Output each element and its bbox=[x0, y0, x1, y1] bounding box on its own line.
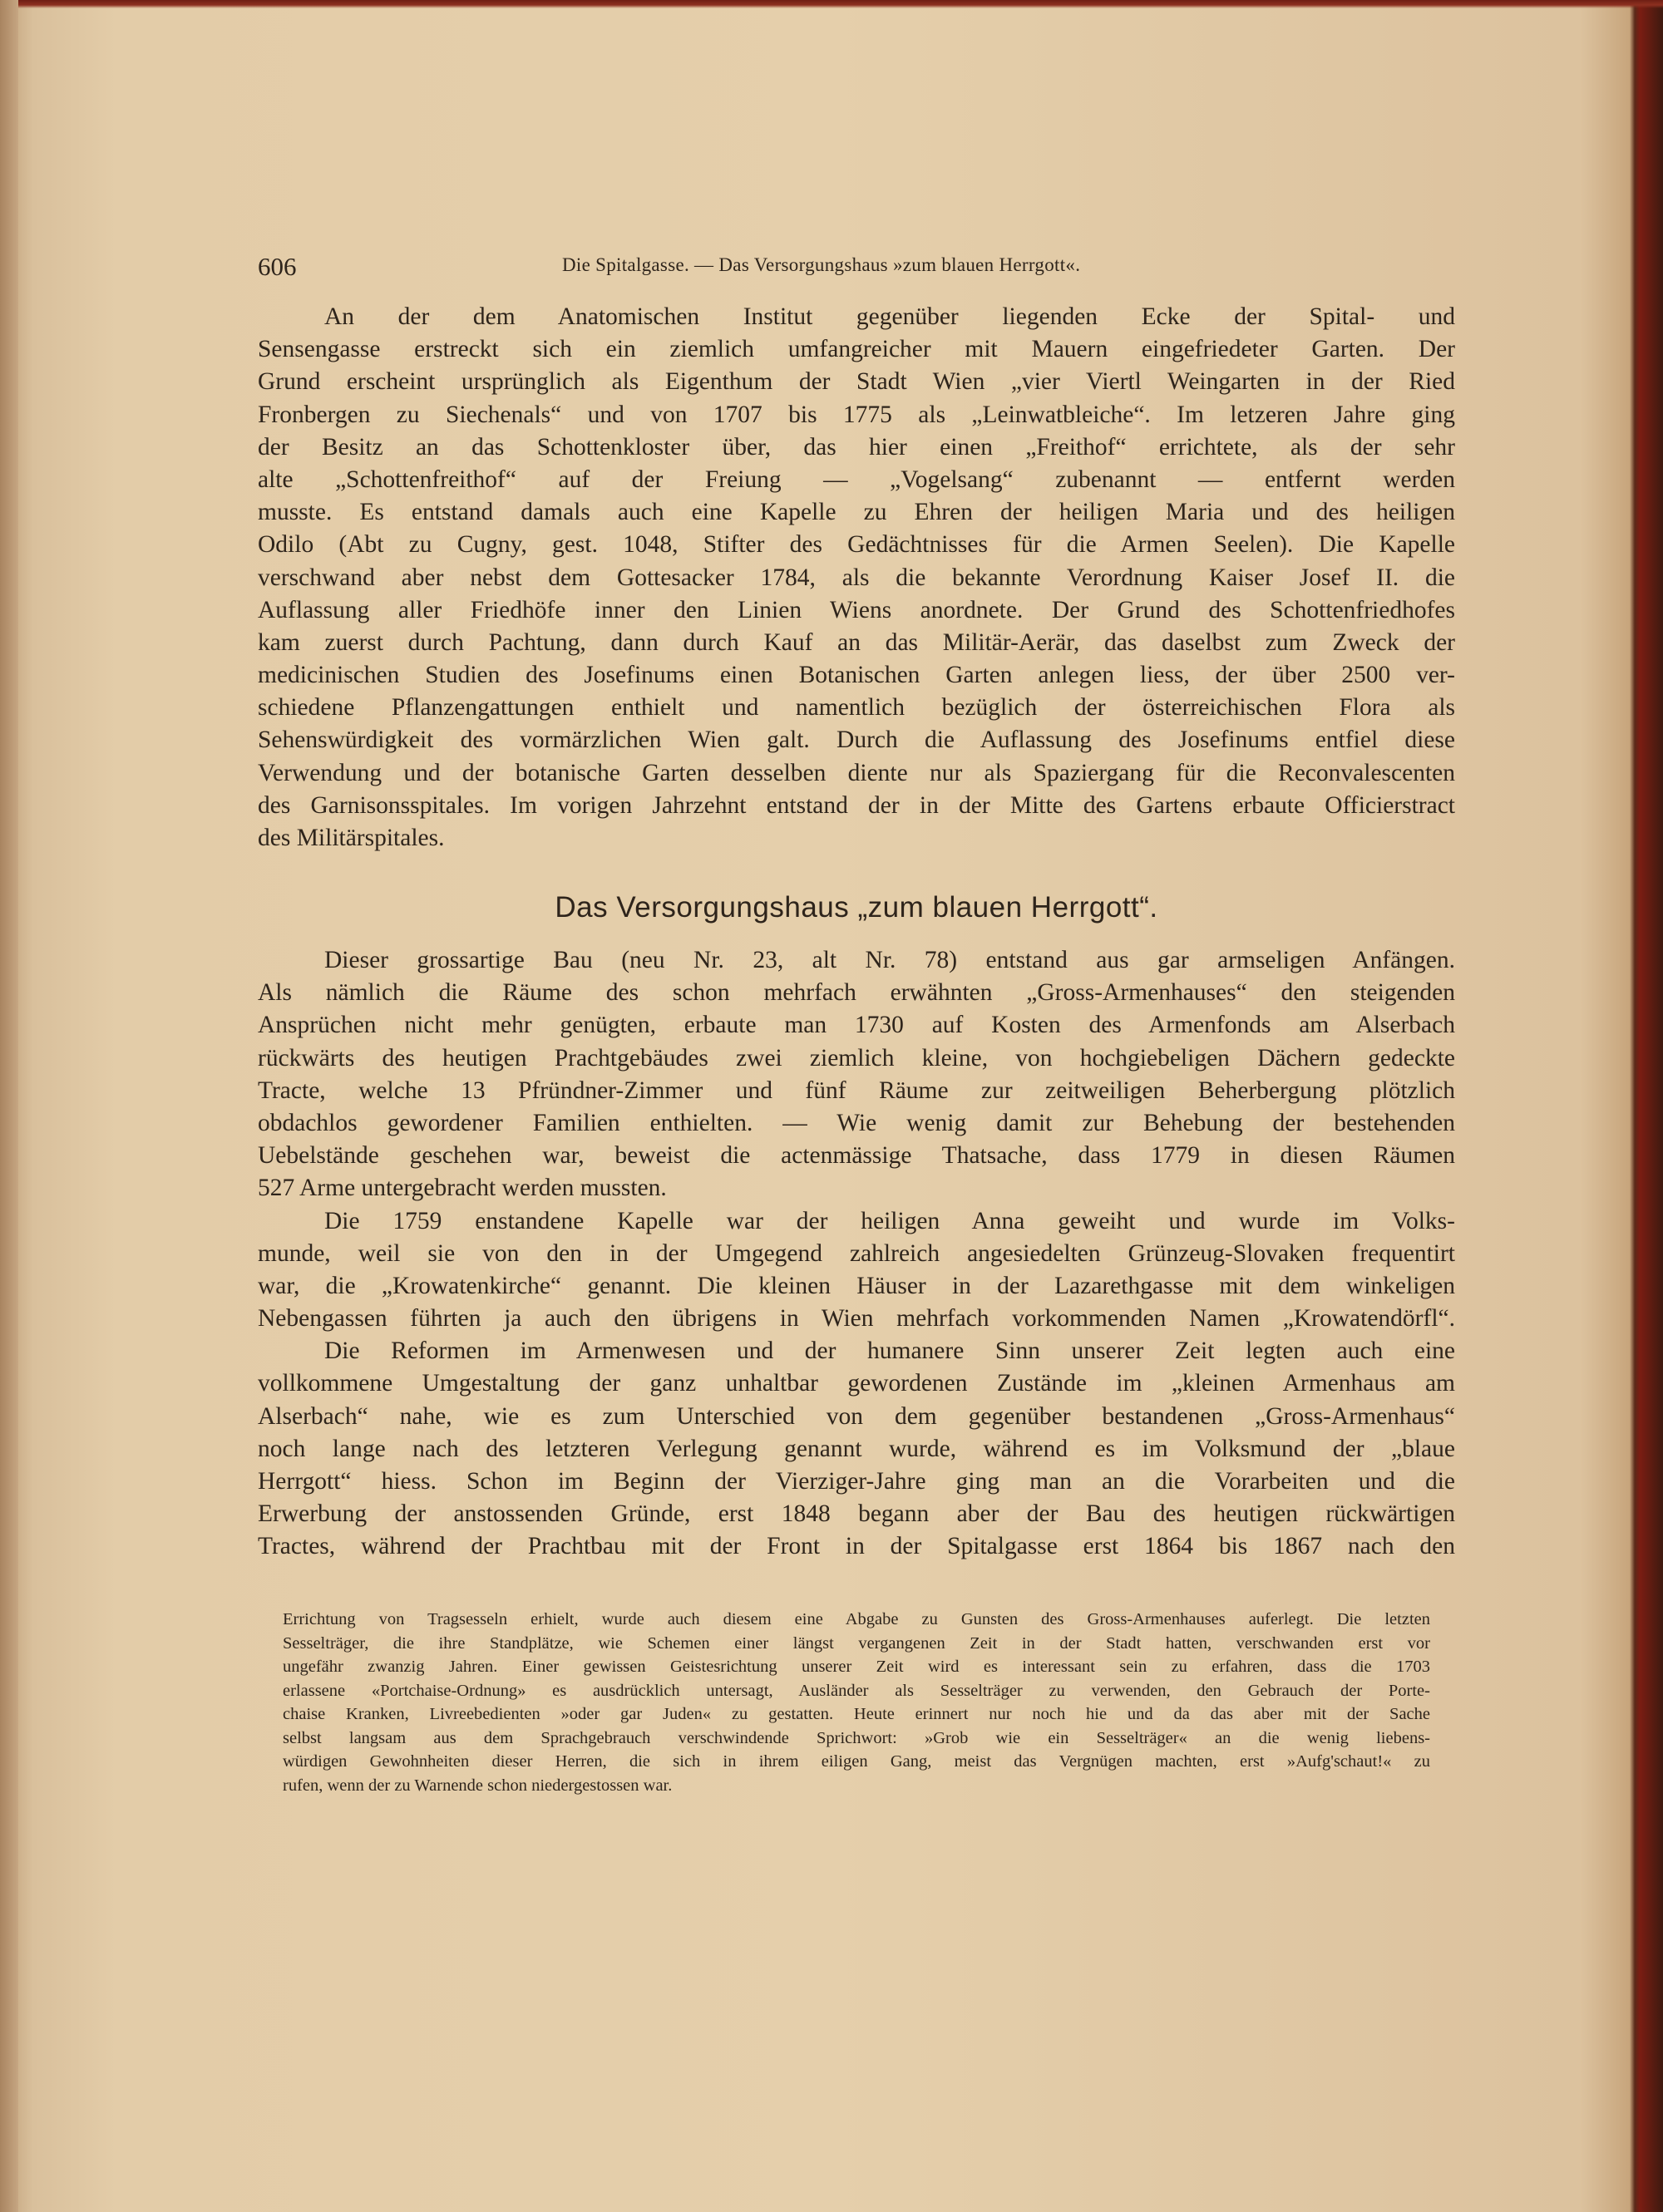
footnote-line: würdigen Gewohnheiten dieser Herren, die sich in ihrem eiligen Gang, meist das Vergnügen machten, erst »Aufg'schaut!« zu bbox=[283, 1752, 1430, 1771]
section-heading: Das Versorgungshaus „zum blauen Herrgott“. bbox=[555, 891, 1158, 924]
text-line: Grund erscheint ursprünglich als Eigenthum der Stadt Wien „vier Viertl Weingarten in der Ried bbox=[258, 368, 1455, 396]
text-line: Die 1759 enstandene Kapelle war der heiligen Anna geweiht und wurde im Volks- bbox=[324, 1207, 1455, 1234]
footnote bbox=[283, 1608, 1430, 1797]
section-garden-text bbox=[258, 301, 1455, 855]
text-line: 527 Arme untergebracht werden mussten. bbox=[258, 1175, 667, 1202]
text-line: Auflassung aller Friedhöfe inner den Linien Wiens anordnete. Der Grund des Schottenfriedhofes bbox=[258, 596, 1455, 623]
text-line: alte „Schottenfreithof“ auf der Freiung — „Vogelsang“ zubenannt — entfernt werden bbox=[258, 466, 1455, 493]
text-line: medicinischen Studien des Josefinums einen Botanischen Garten anlegen liess, der über 2500 ver- bbox=[258, 662, 1455, 689]
footnote-line: erlassene «Portchaise-Ordnung» es ausdrücklich untersagt, Ausländer als Sesselträger zu verwenden, den Gebrauch der Porte- bbox=[283, 1681, 1430, 1700]
text-line: des Garnisonsspitales. Im vorigen Jahrzehnt entstand der in der Mitte des Gartens erbaute Officierstract bbox=[258, 791, 1455, 819]
text-line: An der dem Anatomischen Institut gegenüber liegenden Ecke der Spital- und bbox=[324, 303, 1455, 330]
text-line: Tracte, welche 13 Pfründner-Zimmer und fünf Räume zur zeitweiligen Beherbergung plötzlich bbox=[258, 1076, 1455, 1104]
text-line: Als nämlich die Räume des schon mehrfach erwähnten „Gross-Armenhauses“ den steigenden bbox=[258, 979, 1455, 1007]
running-header bbox=[258, 249, 1455, 283]
footnote-line: Sesselträger, die ihre Standplätze, wie Schemen einer längst vergangenen Zeit in der Stadt hatten, verschwanden erst vor bbox=[283, 1633, 1430, 1653]
footnote-line: rufen, wenn der zu Warnende schon niedergestossen war. bbox=[283, 1776, 673, 1795]
book-page bbox=[258, 249, 1455, 1845]
text-line: Verwendung und der botanische Garten desselben diente nur als Spaziergang für die Reconvalescenten bbox=[258, 759, 1455, 786]
footnote-line: chaise Kranken, Livreebedienten »oder gar Juden« zu gestatten. Heute erinnert nur noch hie und da das aber mit der Sache bbox=[283, 1705, 1430, 1723]
text-line: kam zuerst durch Pachtung, dann durch Kauf an das Militär-Aerär, das daselbst zum Zweck der bbox=[258, 628, 1455, 656]
text-line: Sensengasse erstreckt sich ein ziemlich umfangreicher mit Mauern eingefriedeter Garten. Der bbox=[258, 336, 1455, 363]
text-line: Sehenswürdigkeit des vormärzlichen Wien galt. Durch die Auflassung des Josefinums entfiel diese bbox=[258, 727, 1455, 754]
page-left-edge bbox=[0, 0, 18, 2212]
text-line: musste. Es entstand damals auch eine Kapelle zu Ehren der heiligen Maria und des heiligen bbox=[258, 499, 1455, 526]
text-line: der Besitz an das Schottenkloster über, das hier einen „Freithof“ errichtete, als der sehr bbox=[258, 433, 1455, 461]
text-line: des Militärspitales. bbox=[258, 825, 445, 851]
text-line: Erwerbung der anstossenden Gründe, erst 1848 begann aber der Bau des heutigen rückwärtigen bbox=[258, 1500, 1455, 1528]
page-number: 606 bbox=[258, 252, 297, 281]
section-versorgungshaus-text bbox=[258, 944, 1455, 1564]
running-title: Die Spitalgasse. — Das Versorgungshaus »zum blauen Herrgott«. bbox=[562, 254, 1081, 275]
text-line: Ansprüchen nicht mehr genügten, erbaute man 1730 auf Kosten des Armenfonds am Alserbach bbox=[258, 1012, 1455, 1039]
text-line: Fronbergen zu Siechenals“ und von 1707 bis 1775 als „Leinwatbleiche“. Im letzeren Jahre ging bbox=[258, 401, 1455, 428]
text-line: verschwand aber nebst dem Gottesacker 1784, als die bekannte Verordnung Kaiser Josef II. die bbox=[258, 564, 1455, 591]
text-line: Tractes, während der Prachtbau mit der Front in der Spitalgasse erst 1864 bis 1867 nach den bbox=[258, 1533, 1455, 1560]
page-top-edge bbox=[0, 0, 1663, 8]
footnote-line: ungefähr zwanzig Jahren. Einer gewissen Geistesrichtung unserer Zeit wird es interessant sein zu erfahren, dass die 1703 bbox=[283, 1658, 1430, 1676]
text-line: Nebengassen führten ja auch den übrigens in Wien mehrfach vorkommenden Namen „Krowatendörfl“. bbox=[258, 1305, 1455, 1333]
text-line: obdachlos gewordener Familien enthielten. — Wie wenig damit zur Behebung der bestehenden bbox=[258, 1109, 1455, 1136]
text-line: rückwärts des heutigen Prachtgebäudes zwei ziemlich kleine, von hochgiebeligen Dächern gedeckte bbox=[258, 1044, 1455, 1072]
text-line: Odilo (Abt zu Cugny, gest. 1048, Stifter des Gedächtnisses für die Armen Seelen). Die Kapelle bbox=[258, 531, 1455, 559]
text-line: Dieser grossartige Bau (neu Nr. 23, alt Nr. 78) entstand aus gar armseligen Anfängen. bbox=[324, 947, 1455, 973]
text-line: munde, weil sie von den in der Umgegend zahlreich angesiedelten Grünzeug-Slovaken frequentirt bbox=[258, 1239, 1455, 1267]
text-line: Herrgott“ hiess. Schon im Beginn der Vierziger-Jahre ging man an die Vorarbeiten und die bbox=[258, 1468, 1455, 1495]
text-line: Die Reformen im Armenwesen und der humanere Sinn unserer Zeit legten auch eine bbox=[324, 1338, 1455, 1365]
text-line: Alserbach“ nahe, wie es zum Unterschied von dem gegenüber bestandenen „Gross-Armenhaus“ bbox=[258, 1402, 1455, 1430]
text-line: schiedene Pflanzengattungen enthielt und namentlich bezüglich der österreichischen Flora als bbox=[258, 694, 1455, 722]
text-line: Uebelstände geschehen war, beweist die actenmässige Thatsache, dass 1779 in diesen Räumen bbox=[258, 1142, 1455, 1170]
footnote-line: selbst langsam aus dem Sprachgebrauch verschwindende Sprichwort: »Grob wie ein Sesselträger« an die wenig liebens- bbox=[283, 1728, 1430, 1747]
text-line: noch lange nach des letzteren Verlegung genannt wurde, während es im Volksmund der „blaue bbox=[258, 1435, 1455, 1462]
footnote-line: Errichtung von Tragsesseln erhielt, wurde auch diesem eine Abgabe zu Gunsten des Gross-Armenhauses auferlegt. Die letzten bbox=[283, 1610, 1430, 1628]
text-line: vollkommene Umgestaltung der ganz unhaltbar gewordenen Zustände im „kleinen Armenhaus am bbox=[258, 1370, 1455, 1397]
text-line: war, die „Krowatenkirche“ genannt. Die kleinen Häuser in der Lazarethgasse mit dem winkeligen bbox=[258, 1272, 1455, 1299]
